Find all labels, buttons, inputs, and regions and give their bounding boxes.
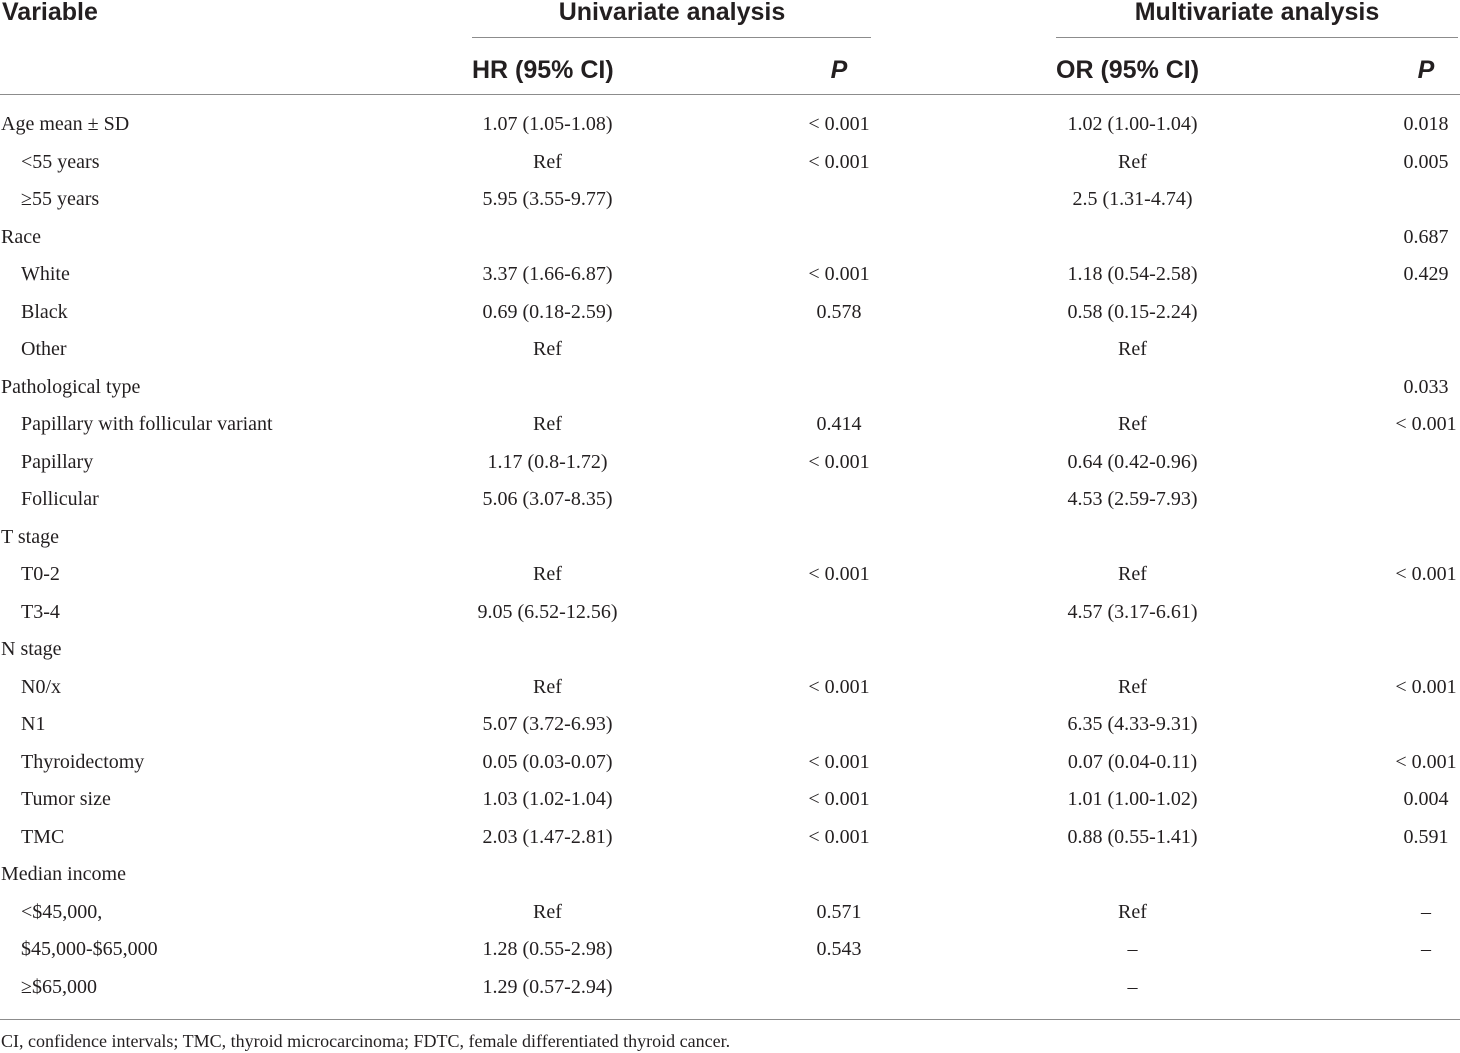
or-ci-cell: 0.88 (0.55-1.41) — [1067, 825, 1198, 848]
variable-cell: Papillary — [21, 450, 94, 473]
variable-cell: Pathological type — [1, 375, 141, 398]
variable-cell: N0/x — [21, 675, 61, 698]
variable-cell: Age mean ± SD — [1, 113, 130, 135]
or-ci-cell: 1.02 (1.00-1.04) — [1067, 113, 1198, 135]
table-row — [0, 294, 1460, 332]
p-univariate-cell: 0.543 — [816, 938, 862, 960]
hr-ci-cell: Ref — [533, 900, 562, 923]
hr-ci-cell: Ref — [533, 413, 562, 435]
table-row — [0, 744, 1460, 782]
table-row — [0, 444, 1460, 482]
variable-cell: ≥$65,000 — [21, 975, 97, 998]
multivariate-header-rule — [1056, 37, 1458, 38]
variable-cell: T3-4 — [21, 600, 60, 623]
header-multivariate-analysis: Multivariate analysis — [1134, 0, 1380, 26]
or-ci-cell: – — [1127, 938, 1138, 960]
variable-cell: Follicular — [21, 488, 99, 510]
p-univariate-cell: < 0.001 — [808, 263, 870, 285]
table-row — [0, 706, 1460, 744]
table-row — [0, 406, 1460, 444]
p-multivariate-cell: – — [1421, 938, 1431, 960]
p-univariate-cell: < 0.001 — [808, 788, 870, 810]
hr-ci-cell: 3.37 (1.66-6.87) — [482, 263, 613, 285]
or-ci-cell: 0.07 (0.04-0.11) — [1067, 750, 1198, 773]
p-multivariate-cell: – — [1421, 900, 1431, 923]
or-ci-cell: Ref — [1118, 338, 1147, 360]
hr-ci-cell: 5.95 (3.55-9.77) — [482, 188, 613, 210]
variable-cell: T0-2 — [21, 563, 60, 585]
hr-ci-cell: 5.06 (3.07-8.35) — [482, 488, 613, 510]
hr-ci-cell: 1.17 (0.8-1.72) — [487, 450, 608, 473]
table-row — [0, 631, 1460, 669]
header-or-ci: OR (95% CI) — [1056, 56, 1200, 84]
table-row — [0, 106, 1460, 144]
p-multivariate-cell: 0.018 — [1403, 113, 1449, 135]
variable-cell: ≥55 years — [21, 188, 100, 210]
p-univariate-cell: < 0.001 — [808, 150, 870, 173]
p-univariate-cell: < 0.001 — [808, 563, 870, 585]
variable-cell: $45,000-$65,000 — [21, 938, 158, 960]
table-row — [0, 219, 1460, 257]
p-multivariate-cell: 0.591 — [1403, 825, 1449, 848]
hr-ci-cell: 1.03 (1.02-1.04) — [482, 788, 613, 810]
p-univariate-cell: < 0.001 — [808, 113, 870, 135]
or-ci-cell: Ref — [1118, 563, 1147, 585]
table-footnote: CI, confidence intervals; TMC, thyroid microcarcinoma; FDTC, female differentiated thyroid cancer. — [1, 1031, 731, 1051]
hr-ci-cell: 2.03 (1.47-2.81) — [482, 825, 613, 848]
hr-ci-cell: 1.28 (0.55-2.98) — [482, 938, 613, 960]
variable-cell: White — [21, 263, 70, 285]
or-ci-cell: 4.57 (3.17-6.61) — [1067, 600, 1198, 623]
header-bottom-rule — [0, 94, 1460, 95]
or-ci-cell: Ref — [1118, 413, 1147, 435]
variable-cell: Papillary with follicular variant — [21, 413, 273, 435]
hr-ci-cell: 0.69 (0.18-2.59) — [482, 300, 613, 323]
table-row — [0, 594, 1460, 632]
or-ci-cell: 1.18 (0.54-2.58) — [1067, 263, 1198, 285]
variable-cell: <$45,000, — [21, 900, 103, 923]
p-multivariate-cell: < 0.001 — [1395, 750, 1457, 773]
header-hr-ci: HR (95% CI) — [472, 56, 614, 84]
table-body — [0, 106, 1460, 1006]
hr-ci-cell: Ref — [533, 563, 562, 585]
hr-ci-cell: 0.05 (0.03-0.07) — [482, 750, 613, 773]
or-ci-cell: – — [1127, 975, 1138, 998]
p-univariate-cell: < 0.001 — [808, 750, 870, 773]
table-row — [0, 969, 1460, 1007]
variable-cell: TMC — [21, 825, 65, 848]
header-univariate-analysis: Univariate analysis — [558, 0, 786, 26]
or-ci-cell: 2.5 (1.31-4.74) — [1072, 188, 1193, 210]
or-ci-cell: 0.64 (0.42-0.96) — [1067, 450, 1198, 473]
or-ci-cell: 1.01 (1.00-1.02) — [1067, 788, 1198, 810]
variable-cell: N stage — [1, 638, 62, 660]
table-row — [0, 556, 1460, 594]
p-multivariate-cell: 0.033 — [1403, 375, 1449, 398]
p-multivariate-cell: < 0.001 — [1395, 563, 1457, 585]
variable-cell: <55 years — [21, 150, 100, 173]
table-row — [0, 856, 1460, 894]
p-multivariate-cell: 0.429 — [1403, 263, 1449, 285]
p-multivariate-cell: < 0.001 — [1395, 675, 1457, 698]
header-p-univariate: P — [830, 56, 848, 84]
table-row — [0, 144, 1460, 182]
p-multivariate-cell: 0.005 — [1403, 150, 1449, 173]
p-univariate-cell: < 0.001 — [808, 675, 870, 698]
p-univariate-cell: < 0.001 — [808, 825, 870, 848]
table-row — [0, 331, 1460, 369]
variable-cell: Tumor size — [21, 788, 111, 810]
table-row — [0, 369, 1460, 407]
variable-cell: Black — [21, 300, 68, 323]
table-row — [0, 481, 1460, 519]
variable-cell: Race — [1, 225, 41, 248]
hr-ci-cell: 1.29 (0.57-2.94) — [482, 975, 613, 998]
table-row — [0, 781, 1460, 819]
variable-cell: Other — [21, 338, 67, 360]
p-univariate-cell: 0.578 — [816, 300, 862, 323]
p-multivariate-cell: 0.004 — [1403, 788, 1449, 810]
table-row — [0, 181, 1460, 219]
table-row — [0, 519, 1460, 557]
p-univariate-cell: 0.414 — [816, 413, 862, 435]
or-ci-cell: 6.35 (4.33-9.31) — [1067, 713, 1198, 735]
p-multivariate-cell: < 0.001 — [1395, 413, 1457, 435]
hr-ci-cell: Ref — [533, 338, 562, 360]
table-row — [0, 256, 1460, 294]
or-ci-cell: 4.53 (2.59-7.93) — [1067, 488, 1198, 510]
p-univariate-cell: 0.571 — [816, 900, 862, 923]
header-variable: Variable — [2, 0, 98, 26]
hr-ci-cell: Ref — [533, 675, 562, 698]
p-univariate-cell: < 0.001 — [808, 450, 870, 473]
or-ci-cell: Ref — [1118, 900, 1147, 923]
hr-ci-cell: 9.05 (6.52-12.56) — [477, 600, 618, 623]
table-bottom-rule — [0, 1019, 1460, 1020]
table-row — [0, 931, 1460, 969]
variable-cell: T stage — [1, 525, 59, 548]
variable-cell: N1 — [21, 713, 46, 735]
hr-ci-cell: 1.07 (1.05-1.08) — [482, 113, 613, 135]
table-row — [0, 819, 1460, 857]
variable-cell: Median income — [1, 863, 126, 885]
variable-cell: Thyroidectomy — [21, 750, 145, 773]
or-ci-cell: Ref — [1118, 150, 1147, 173]
or-ci-cell: Ref — [1118, 675, 1147, 698]
or-ci-cell: 0.58 (0.15-2.24) — [1067, 300, 1198, 323]
univariate-header-rule — [472, 37, 871, 38]
hr-ci-cell: Ref — [533, 150, 562, 173]
hr-ci-cell: 5.07 (3.72-6.93) — [482, 713, 613, 735]
p-multivariate-cell: 0.687 — [1403, 225, 1449, 248]
table-row — [0, 669, 1460, 707]
table-row — [0, 894, 1460, 932]
header-p-multivariate: P — [1417, 56, 1435, 84]
